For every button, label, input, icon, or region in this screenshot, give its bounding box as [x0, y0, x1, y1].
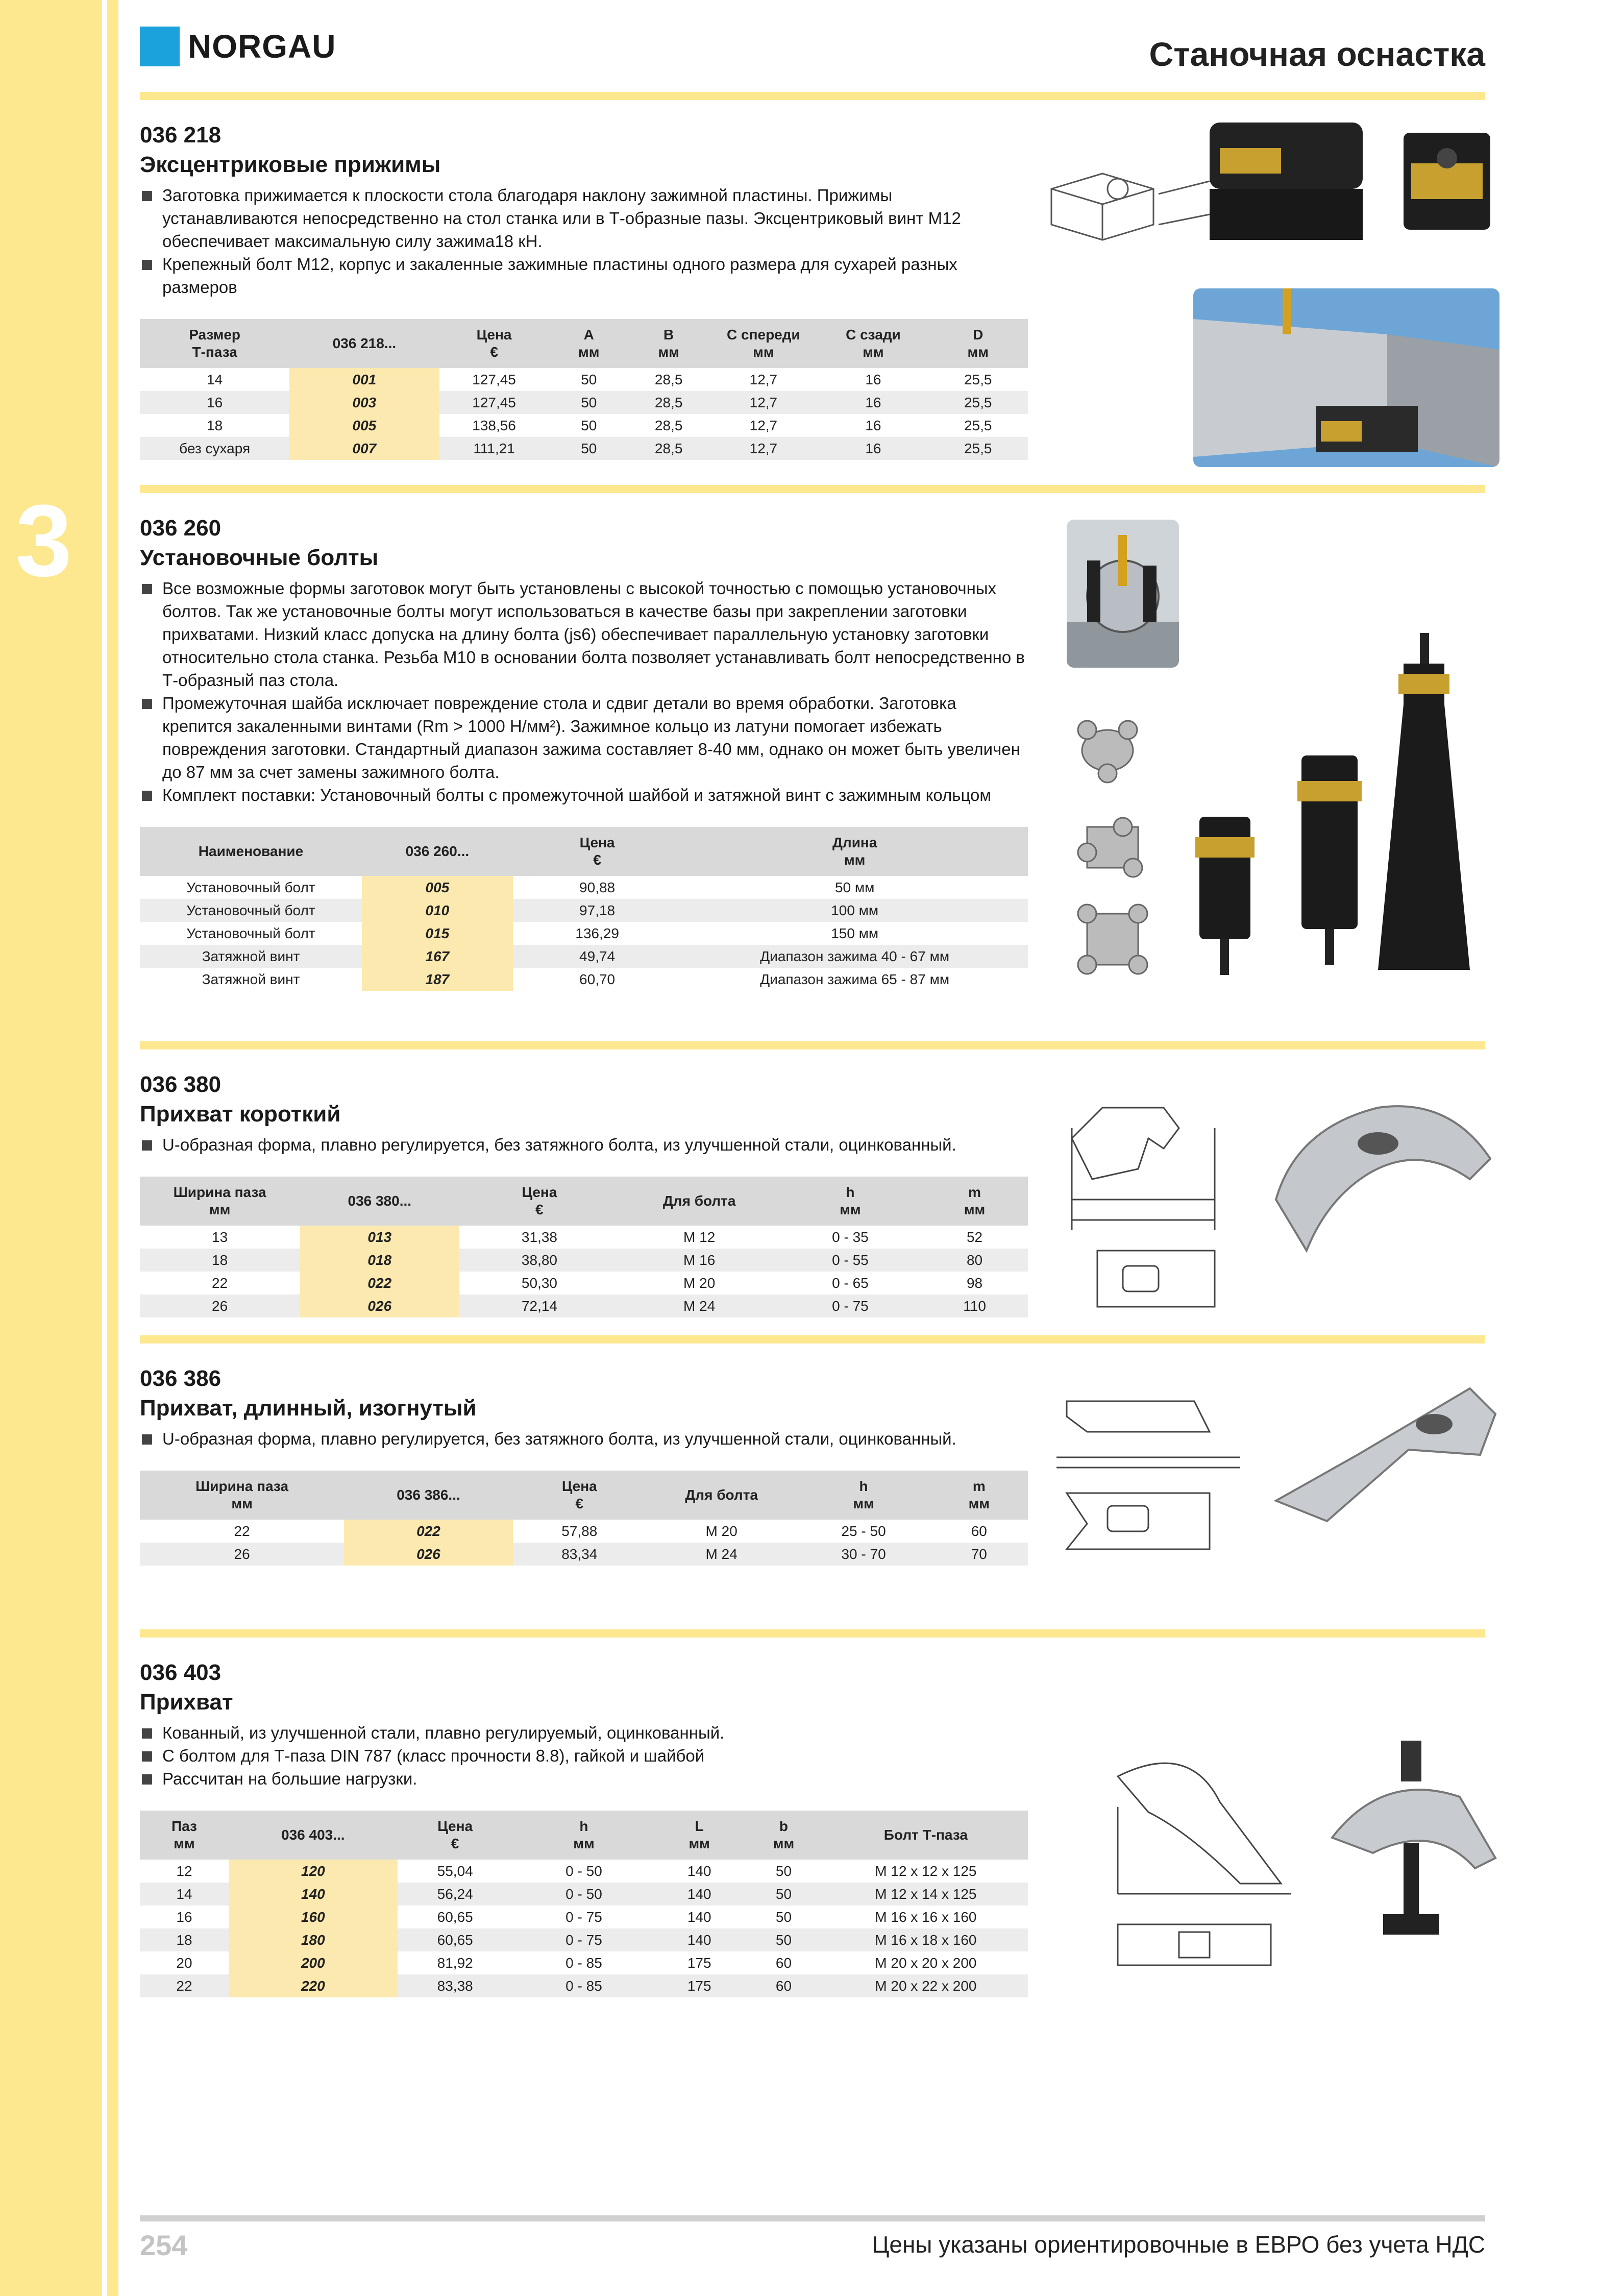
bullet-list	[140, 1721, 1028, 1790]
table-row	[140, 1883, 1028, 1906]
header-unit: мм	[773, 1836, 795, 1851]
article-code-cell: 005	[289, 414, 439, 437]
article-code-cell: 120	[229, 1860, 398, 1883]
article-code-cell: 013	[300, 1226, 459, 1249]
table-row	[140, 1860, 1028, 1883]
table-row	[140, 1272, 1028, 1294]
table-cell: 110	[921, 1294, 1028, 1317]
header-unit: мм	[840, 1202, 861, 1217]
bullet-item: Кованный, из улучшенной стали, плавно регулируемый, оцинкованный.	[140, 1721, 1028, 1744]
eccentric-clamp-photo	[1193, 288, 1499, 467]
table-header-cell	[744, 1811, 824, 1860]
table-cell: 49,74	[513, 945, 682, 968]
table-cell: Установочный болт	[186, 925, 315, 941]
table-cell: 81,92	[437, 1955, 473, 1971]
forged-clamp-drawing	[1087, 1730, 1312, 1975]
side-strip	[0, 0, 118, 2296]
eccentric-clamp-image	[1041, 112, 1501, 281]
table-cell: 0 - 65	[832, 1275, 869, 1291]
side-divider	[102, 0, 107, 2296]
table-cell: 50	[744, 1883, 824, 1906]
section-036386	[140, 1366, 1028, 1566]
table-cell: 25,5	[964, 418, 992, 433]
table-cell: 50 мм	[834, 880, 875, 895]
logo-square-icon	[140, 27, 180, 66]
table-header-cell	[459, 1177, 619, 1226]
spec-table	[140, 1811, 1028, 1997]
product-code: 036 260	[140, 516, 222, 541]
header-unit: €	[593, 852, 601, 868]
table-cell: 55,04	[437, 1863, 473, 1879]
section-036403	[140, 1660, 1028, 1997]
table-cell: 38,80	[459, 1249, 619, 1272]
section-036218	[140, 123, 1028, 460]
header-label: m	[972, 1478, 986, 1494]
short-clamp-image	[1266, 1097, 1501, 1261]
table-cell: 25,5	[928, 391, 1028, 414]
table-cell: 50	[581, 418, 597, 433]
article-code-cell: 015	[362, 922, 513, 945]
table-header-cell	[779, 1177, 921, 1226]
header-label: h	[859, 1478, 868, 1494]
header-label: Цена	[437, 1818, 473, 1834]
table-header-row	[140, 827, 1028, 876]
table-cell: M 24	[620, 1294, 779, 1317]
bullet-list	[140, 184, 1028, 299]
bullet-list	[140, 1133, 1028, 1156]
article-code-cell: 003	[289, 391, 439, 414]
table-header-cell	[289, 319, 439, 368]
brand-name: NORGAU	[188, 28, 336, 65]
table-cell: M 20 x 22 x 200	[824, 1974, 1028, 1997]
table-row	[140, 437, 1028, 460]
table-cell: 83,38	[398, 1974, 513, 1997]
table-header-cell	[229, 1811, 398, 1860]
table-header-row	[140, 319, 1028, 368]
table-cell: 16	[140, 391, 289, 414]
table-cell: M 24	[646, 1543, 797, 1566]
table-cell: без сухаря	[140, 437, 289, 460]
table-cell: 98	[966, 1275, 983, 1291]
header-unit: €	[451, 1836, 459, 1851]
table-cell: 12,7	[749, 372, 778, 387]
table-cell: 12	[176, 1863, 192, 1879]
header-label: Для болта	[662, 1193, 736, 1209]
brand-logo	[140, 27, 336, 66]
table-header-cell	[513, 827, 682, 876]
table-row	[140, 945, 1028, 968]
article-code-cell: 022	[344, 1520, 513, 1543]
table-row	[140, 922, 1028, 945]
header-label: D	[973, 327, 983, 343]
table-cell: 111,21	[439, 437, 549, 460]
header-label: Длина	[832, 835, 877, 850]
table-header-cell	[362, 827, 513, 876]
article-code-cell: 022	[300, 1272, 459, 1294]
table-cell: Затяжной винт	[202, 971, 300, 987]
section-rule	[140, 92, 1485, 100]
table-cell: Затяжной винт	[140, 945, 362, 968]
article-code-cell: 005	[362, 876, 513, 899]
table-cell: Диапазон зажима 40 - 67 мм	[681, 945, 1028, 968]
bullet-item: Комплект поставки: Установочный болты с промежуточной шайбой и затяжной винт с зажимным кольцом	[140, 784, 1028, 807]
header-label: C сзади	[846, 327, 901, 343]
page-number: 254	[140, 2229, 188, 2261]
bullet-item: С болтом для Т-паза DIN 787 (класс прочности 8.8), гайкой и шайбой	[140, 1744, 1028, 1767]
header-label: Цена	[476, 327, 512, 343]
table-cell: 175	[687, 1955, 711, 1971]
table-cell: 140	[655, 1928, 744, 1951]
table-cell: 0 - 75	[513, 1928, 655, 1951]
header-label: C спереди	[727, 327, 800, 343]
table-cell: 0 - 35	[832, 1229, 869, 1245]
article-code-cell: 187	[362, 968, 513, 991]
table-cell: 60,65	[398, 1928, 513, 1951]
bullet-item: Заготовка прижимается к плоскости стола благодаря наклону зажимной пластины. Прижимы устанавливаются непосредственно на стол станка или в Т-образные пазы. Эксцентриковый винт М12 обеспечивает максимальную силу зажима18 кН.	[140, 184, 1028, 253]
section-rule	[140, 1335, 1485, 1344]
article-code-cell: 007	[289, 437, 439, 460]
header-label: 036 260...	[405, 843, 470, 859]
table-cell: 25,5	[964, 372, 992, 387]
table-header-cell	[797, 1471, 930, 1520]
table-row	[140, 1226, 1028, 1249]
table-row	[140, 1951, 1028, 1974]
header-unit: мм	[968, 1496, 990, 1511]
header-unit: мм	[209, 1202, 231, 1217]
table-cell: 28,5	[654, 418, 683, 433]
table-cell: 22	[234, 1523, 250, 1539]
table-row	[140, 1974, 1028, 1997]
product-code: 036 403	[140, 1660, 222, 1685]
header-label: 036 403...	[281, 1827, 345, 1843]
section-036380	[140, 1072, 1028, 1317]
table-header-cell	[513, 1471, 646, 1520]
table-cell: 60	[971, 1523, 987, 1539]
table-cell: 0 - 50	[565, 1863, 602, 1879]
header-label: L	[695, 1818, 704, 1834]
table-header-cell	[300, 1177, 459, 1226]
header-unit: €	[535, 1202, 544, 1217]
table-cell: M 12	[683, 1229, 716, 1245]
table-cell: Установочный болт	[186, 880, 315, 895]
table-cell: 60,70	[579, 971, 616, 987]
table-cell: 80	[921, 1249, 1028, 1272]
table-cell: 0 - 85	[513, 1974, 655, 1997]
table-cell: 16	[865, 418, 881, 433]
table-cell: 12,7	[708, 391, 818, 414]
table-cell: 0 - 50	[513, 1883, 655, 1906]
header-unit: мм	[688, 1836, 710, 1851]
section-rule	[140, 1629, 1485, 1638]
table-cell: 16	[818, 391, 928, 414]
table-cell: 70	[930, 1543, 1028, 1566]
bullet-item: Рассчитан на большие нагрузки.	[140, 1767, 1028, 1790]
table-row	[140, 1906, 1028, 1928]
table-header-cell	[549, 319, 629, 368]
table-cell: 26	[140, 1294, 300, 1317]
table-header-cell	[620, 1177, 779, 1226]
table-header-cell	[818, 319, 928, 368]
header-label: b	[779, 1818, 789, 1834]
header-unit: мм	[578, 344, 600, 360]
price-note: Цены указаны ориентировочные в ЕВРО без учета НДС	[872, 2231, 1485, 2258]
table-row	[140, 1543, 1028, 1566]
product-title: Прихват	[140, 1690, 233, 1715]
header-unit: мм	[844, 852, 866, 868]
category-title: Станочная оснастка	[1149, 35, 1485, 73]
table-header-cell	[646, 1471, 797, 1520]
table-cell: 16	[818, 437, 928, 460]
article-code-cell: 140	[229, 1883, 398, 1906]
table-cell: 25 - 50	[841, 1523, 886, 1539]
bullet-list	[140, 577, 1028, 807]
bullet-item: U-образная форма, плавно регулируется, без затяжного болта, из улучшенной стали, оцинкованный.	[140, 1133, 1028, 1156]
header-unit: €	[490, 344, 498, 360]
header-label: Ширина паза	[173, 1184, 266, 1200]
table-header-cell	[140, 1471, 344, 1520]
header-unit: мм	[658, 344, 679, 360]
product-title: Прихват, длинный, изогнутый	[140, 1396, 477, 1421]
header-label: B	[663, 327, 674, 343]
table-header-cell	[140, 1811, 229, 1860]
header-label: h	[846, 1184, 855, 1200]
table-header-cell	[708, 319, 818, 368]
table-cell: 60,65	[437, 1909, 473, 1925]
header-label: Размер	[189, 327, 241, 343]
table-cell: 50	[581, 372, 597, 387]
table-cell: M 20	[683, 1275, 716, 1291]
table-row	[140, 1520, 1028, 1543]
header-label: 036 218...	[332, 335, 397, 351]
header-label: Наименование	[198, 843, 304, 859]
table-cell: 18	[207, 418, 223, 433]
table-cell: 50	[744, 1928, 824, 1951]
table-cell: 138,56	[472, 418, 516, 433]
article-code-cell: 026	[344, 1543, 513, 1566]
table-cell: M 12 x 14 x 125	[824, 1883, 1028, 1906]
header-label: Цена	[522, 1184, 557, 1200]
table-header-row	[140, 1471, 1028, 1520]
table-cell: 14	[140, 1883, 229, 1906]
table-header-cell	[930, 1471, 1028, 1520]
table-cell: 31,38	[521, 1229, 557, 1245]
article-code-cell: 180	[229, 1928, 398, 1951]
header-label: Для болта	[685, 1487, 758, 1503]
header-label: Паз	[171, 1818, 197, 1834]
table-cell: M 20	[705, 1523, 737, 1539]
table-header-cell	[439, 319, 549, 368]
table-cell: 25,5	[928, 437, 1028, 460]
table-header-cell	[513, 1811, 655, 1860]
table-cell: 72,14	[459, 1294, 619, 1317]
table-cell: 26	[140, 1543, 344, 1566]
table-cell: 52	[966, 1229, 983, 1245]
bullet-list	[140, 1427, 1028, 1450]
table-cell: 97,18	[513, 899, 682, 922]
table-cell: 140	[655, 1883, 744, 1906]
table-cell: 56,24	[398, 1883, 513, 1906]
article-code-cell: 200	[229, 1951, 398, 1974]
table-header-cell	[681, 827, 1028, 876]
table-cell: 140	[687, 1909, 711, 1925]
table-header-row	[140, 1811, 1028, 1860]
table-cell: 127,45	[472, 372, 516, 387]
table-cell: 50	[775, 1863, 792, 1879]
table-cell: M 16 x 18 x 160	[824, 1928, 1028, 1951]
table-cell: 140	[687, 1863, 711, 1879]
table-cell: 22	[212, 1275, 228, 1291]
table-row	[140, 968, 1028, 991]
table-row	[140, 1928, 1028, 1951]
table-cell: 100 мм	[681, 899, 1028, 922]
product-title: Эксцентриковые прижимы	[140, 152, 441, 177]
header-unit: мм	[231, 1496, 253, 1511]
table-header-cell	[655, 1811, 744, 1860]
table-cell: 18	[140, 1928, 229, 1951]
table-cell: 136,29	[575, 925, 619, 941]
table-cell: M 16 x 16 x 160	[875, 1909, 977, 1925]
table-cell: 50	[775, 1909, 792, 1925]
table-cell: 150 мм	[831, 925, 879, 941]
table-header-cell	[928, 319, 1028, 368]
article-code-cell: 001	[289, 368, 439, 391]
table-cell: 90,88	[579, 880, 616, 895]
table-cell: 30 - 70	[797, 1543, 930, 1566]
spec-table	[140, 1471, 1028, 1566]
product-title: Установочные болты	[140, 545, 379, 570]
table-row	[140, 899, 1028, 922]
table-header-cell	[398, 1811, 513, 1860]
table-header-cell	[824, 1811, 1028, 1860]
short-clamp-drawing	[1062, 1077, 1235, 1317]
table-cell: 28,5	[629, 437, 708, 460]
table-cell: 18	[140, 1249, 300, 1272]
header-unit: мм	[967, 344, 989, 360]
bullet-item: Крепежный болт М12, корпус и закаленные зажимные пластины одного размера для сухарей разных размеров	[140, 253, 1028, 299]
table-cell: 60	[744, 1974, 824, 1997]
footer-rule	[140, 2215, 1485, 2221]
table-cell: 16	[176, 1909, 192, 1925]
table-cell: M 12 x 12 x 125	[875, 1863, 977, 1879]
table-header-cell	[629, 319, 708, 368]
table-cell: 12,7	[749, 418, 778, 433]
product-title: Прихват короткий	[140, 1102, 341, 1127]
article-code-cell: 010	[362, 899, 513, 922]
table-header-cell	[344, 1471, 513, 1520]
table-cell: 16	[865, 372, 881, 387]
table-header-cell	[140, 827, 362, 876]
table-cell: 13	[212, 1229, 228, 1245]
section-rule	[140, 485, 1485, 493]
bullet-item: U-образная форма, плавно регулируется, без затяжного болта, из улучшенной стали, оцинкованный.	[140, 1427, 1028, 1450]
table-cell: 50	[549, 391, 629, 414]
table-cell: 50,30	[521, 1275, 557, 1291]
table-cell: Диапазон зажима 65 - 87 мм	[760, 971, 950, 987]
header-label: 036 386...	[397, 1487, 460, 1503]
setting-bolts-image	[1077, 633, 1485, 990]
table-cell: M 16	[620, 1249, 779, 1272]
section-036260	[140, 516, 1028, 991]
header-label: m	[968, 1184, 981, 1200]
table-cell: Установочный болт	[140, 899, 362, 922]
table-header-cell	[140, 319, 289, 368]
header-unit: мм	[863, 344, 884, 360]
article-code-cell: 167	[362, 945, 513, 968]
table-cell: 0 - 75	[779, 1294, 921, 1317]
header-unit: €	[575, 1496, 584, 1511]
header-label: Ширина паза	[195, 1478, 289, 1494]
table-row	[140, 876, 1028, 899]
header-label: h	[579, 1818, 588, 1834]
article-code-cell: 220	[229, 1974, 398, 1997]
spec-table	[140, 1177, 1028, 1317]
table-cell: 28,5	[629, 391, 708, 414]
bullet-item: Все возможные формы заготовок могут быть установлены с высокой точностью с помощью установочных болтов. Так же установочные болты могут использоваться в качестве базы при закреплении заготовки прихватами. Низкий класс допуска на длину болта (js6) обеспечивает параллельную установку заготовки относительно стола станка. Резьба М10 в основании болта позволяет устанавливать болт непосредственно в Т-образный паз стола.	[140, 577, 1028, 692]
table-header-row	[140, 1177, 1028, 1226]
table-cell: 0 - 55	[779, 1249, 921, 1272]
product-code: 036 386	[140, 1366, 222, 1391]
section-rule	[140, 1041, 1485, 1049]
article-code-cell: 160	[229, 1906, 398, 1928]
product-code: 036 218	[140, 123, 222, 148]
header-label: Цена	[561, 1478, 597, 1494]
table-cell: 83,34	[513, 1543, 646, 1566]
table-cell: 0 - 85	[565, 1955, 602, 1971]
header-label: Болт Т-паза	[883, 1827, 968, 1843]
table-row	[140, 368, 1028, 391]
table-cell: 12,7	[708, 437, 818, 460]
header-unit: Т-паза	[192, 344, 237, 360]
long-clamp-image	[1266, 1368, 1501, 1531]
table-cell: 50	[549, 437, 629, 460]
table-row	[140, 1249, 1028, 1272]
table-cell: 14	[207, 372, 223, 387]
header-label: A	[583, 327, 594, 343]
article-code-cell: 026	[300, 1294, 459, 1317]
table-cell: 57,88	[561, 1523, 598, 1539]
table-cell: M 20 x 20 x 200	[875, 1955, 977, 1971]
long-clamp-drawing	[1026, 1371, 1261, 1575]
spec-table	[140, 827, 1028, 991]
header-label: 036 380...	[348, 1193, 412, 1209]
header-unit: мм	[964, 1202, 986, 1217]
table-row	[140, 414, 1028, 437]
product-code: 036 380	[140, 1072, 222, 1097]
header-unit: мм	[753, 344, 774, 360]
table-cell: 0 - 75	[565, 1909, 602, 1925]
table-header-cell	[140, 1177, 300, 1226]
table-cell: 175	[655, 1974, 744, 1997]
header-unit: мм	[174, 1836, 195, 1851]
header-unit: мм	[573, 1836, 595, 1851]
forged-clamp-image	[1322, 1741, 1506, 1945]
table-cell: 60	[775, 1955, 792, 1971]
table-row	[140, 1294, 1028, 1317]
table-cell: 20	[176, 1955, 192, 1971]
table-header-cell	[921, 1177, 1028, 1226]
article-code-cell: 018	[300, 1249, 459, 1272]
table-cell: 28,5	[654, 372, 683, 387]
table-row	[140, 391, 1028, 414]
spec-table	[140, 319, 1028, 460]
bullet-item: Промежуточная шайба исключает повреждение стола и сдвиг детали во время обработки. Заготовка крепится закаленными винтами (Rm > 1000 Н/мм²). Зажимное кольцо из латуни помогает избежать повреждения заготовки. Стандартный диапазон зажима составляет 8-40 мм, однако он может быть увеличен до 87 мм за счет замены зажимного болта.	[140, 692, 1028, 784]
table-cell: 22	[140, 1974, 229, 1997]
header-label: Цена	[579, 835, 615, 850]
table-cell: 127,45	[439, 391, 549, 414]
header-unit: мм	[853, 1496, 874, 1511]
chapter-number: 3	[15, 484, 72, 598]
